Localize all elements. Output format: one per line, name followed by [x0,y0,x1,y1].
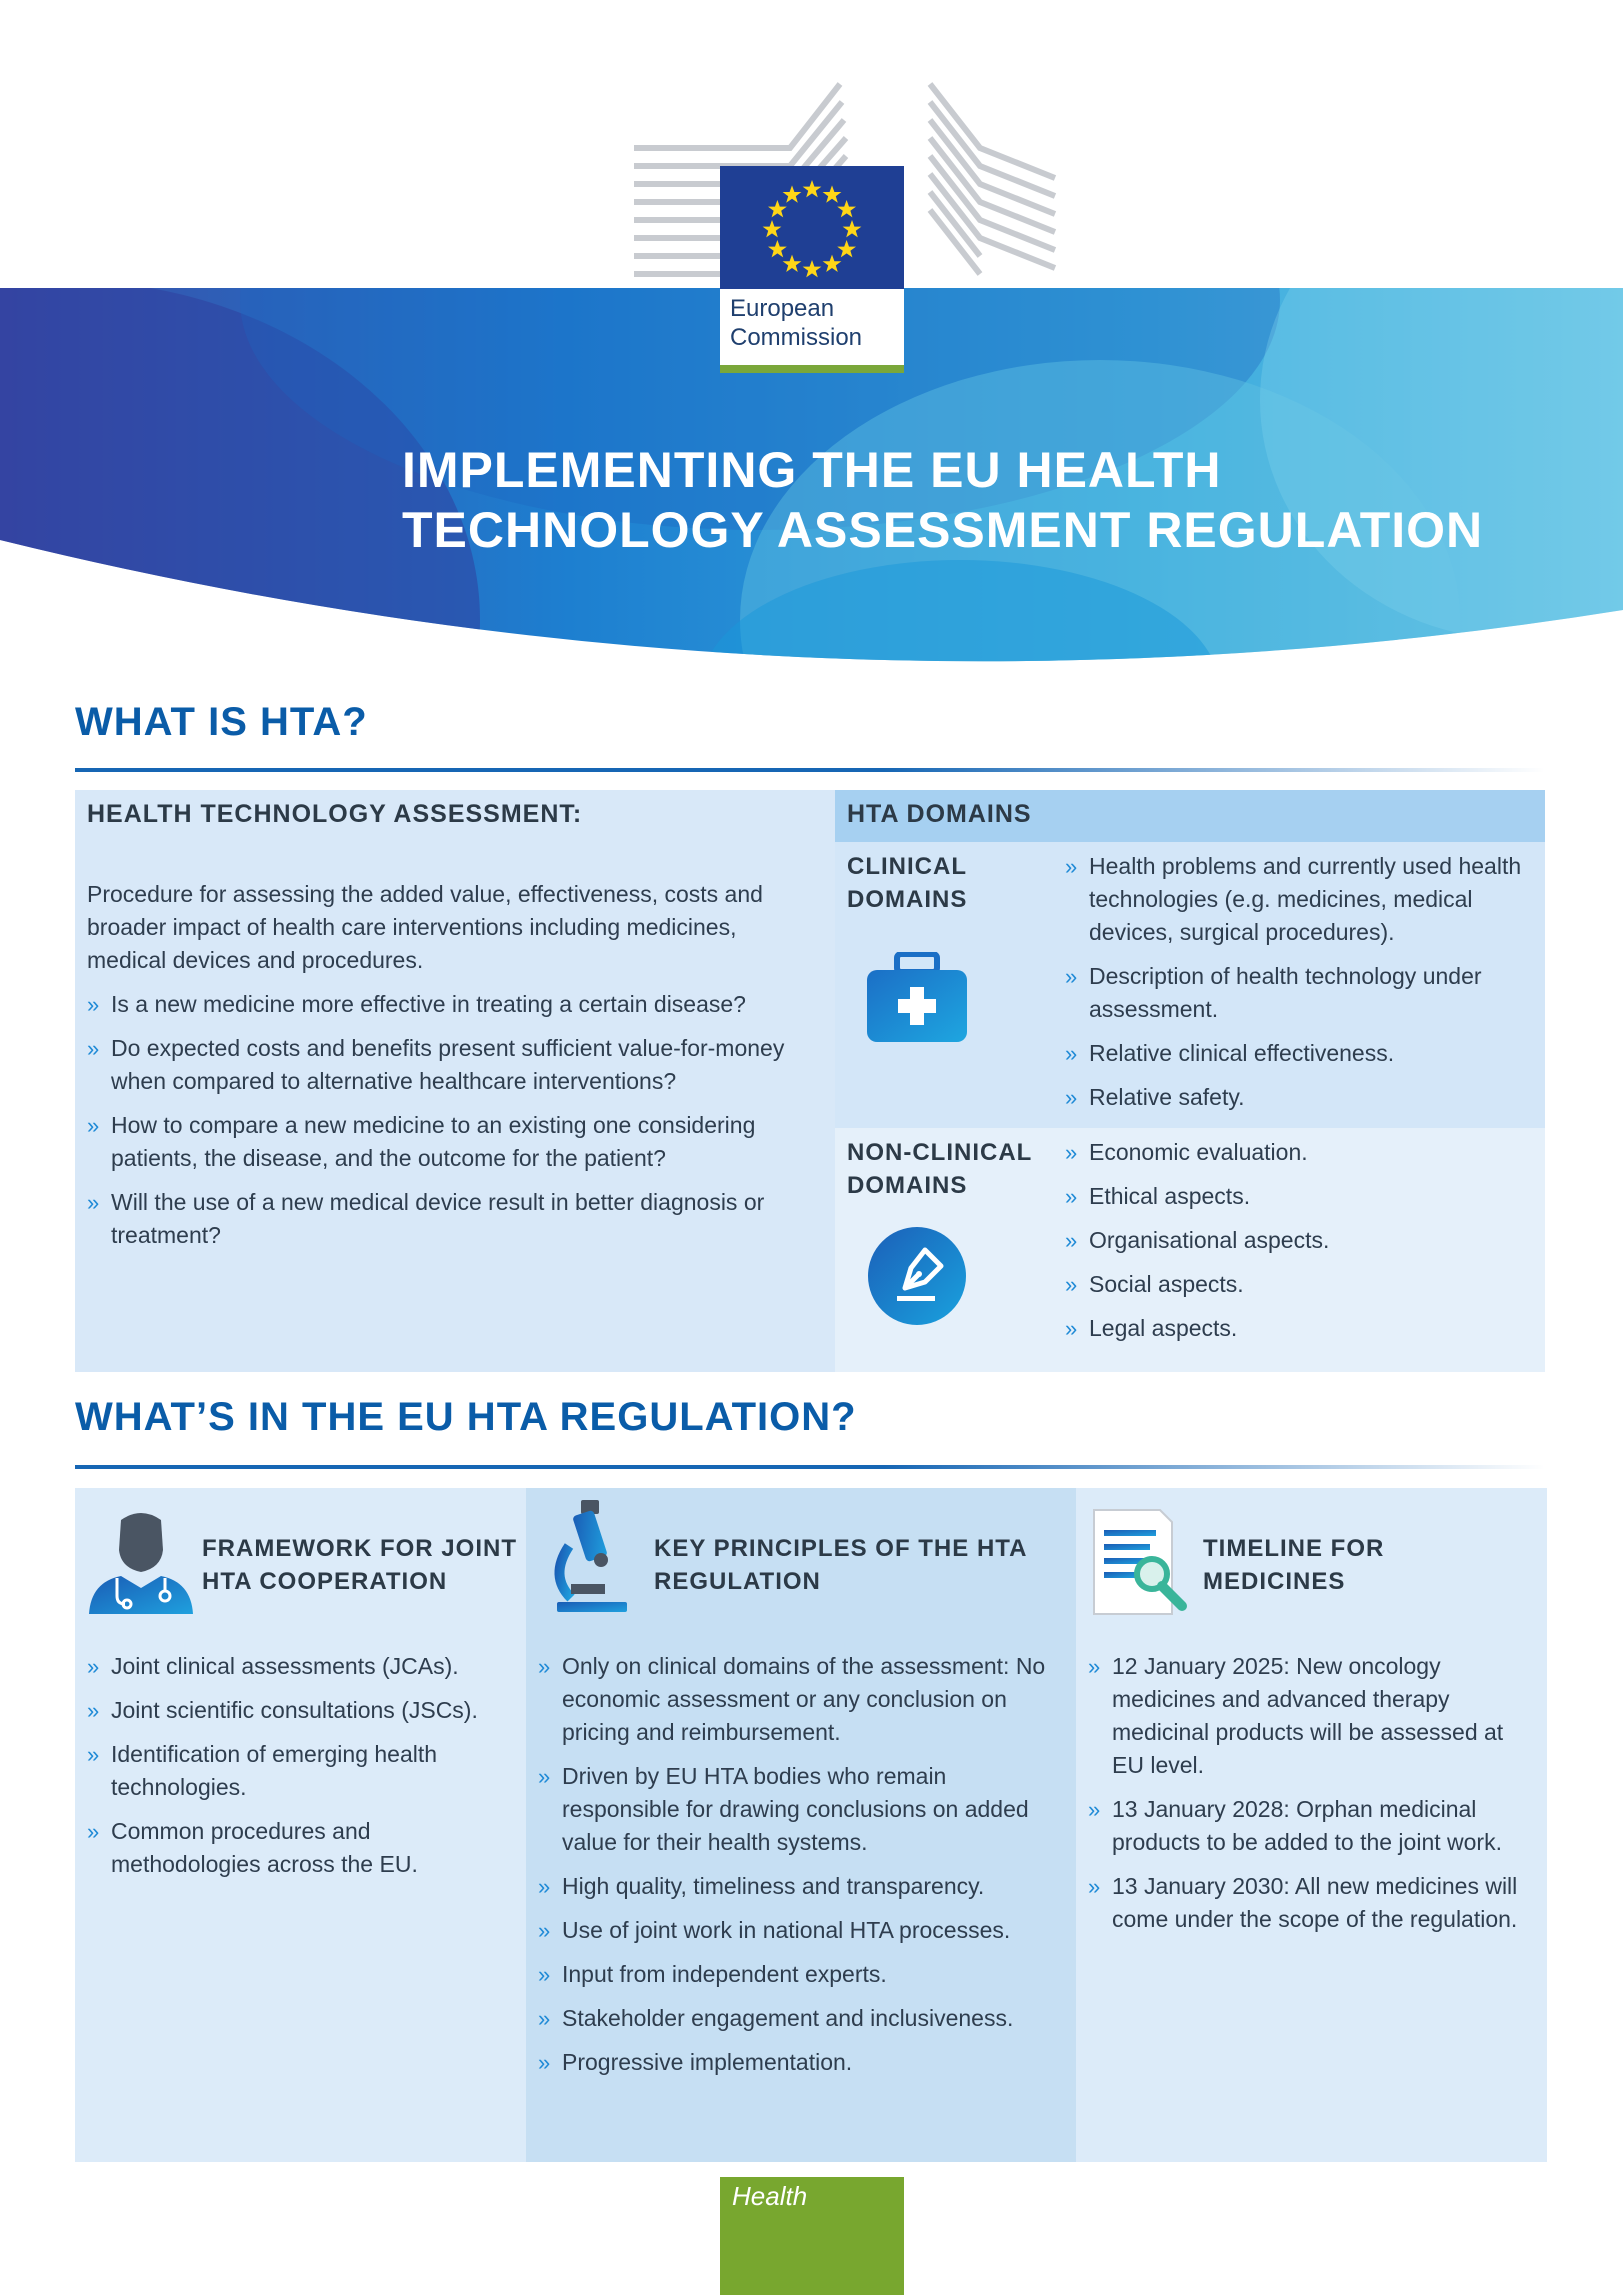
clinical-domains-panel [835,842,1545,1128]
hta-domains-header [835,790,1545,842]
list-item: » 12 January 2025: New oncology medicines and advanced therapy medicinal products will be assessed at EU level. [1088,1650,1533,1782]
document-search-icon [1090,1508,1190,1618]
medical-kit-icon [867,952,967,1044]
ec-wordmark [730,294,862,352]
key-principles-heading [654,1532,1064,1598]
page-title-line2: TECHNOLOGY ASSESSMENT REGULATION [402,502,1484,558]
ec-wordmark-line1: European [730,295,835,322]
list-item: » Identification of emerging health technologies. [87,1738,512,1804]
timeline-heading [1203,1532,1533,1598]
hta-domains-panel [835,790,1545,1372]
list-item: » Use of joint work in national HTA processes. [538,1914,1063,1947]
hta-domains-heading: HTA DOMAINS [847,800,1032,828]
doctor-icon [87,1510,195,1614]
list-item: » Organisational aspects. [1065,1224,1535,1257]
clinical-domains-list [1065,850,1535,1125]
ec-logo-bar [720,365,904,373]
footer-health-tab [720,2177,904,2295]
non-clinical-label-line1: NON-CLINICAL [847,1139,1033,1166]
timeline-heading-line2: MEDICINES [1203,1568,1346,1595]
key-principles-heading-line1: KEY PRINCIPLES OF THE HTA [654,1535,1028,1562]
clinical-domains-label [847,850,967,916]
eu-stars-icon [720,166,904,289]
list-item: » Health problems and currently used health technologies (e.g. medicines, medical devices, surgical procedures). [1065,850,1535,949]
clinical-label-line1: CLINICAL [847,853,967,880]
timeline-heading-line1: TIMELINE FOR [1203,1535,1385,1562]
non-clinical-domains-list [1065,1136,1535,1356]
hta-assessment-panel [75,790,835,1372]
hta-question-list [87,988,817,1263]
list-item: » Ethical aspects. [1065,1180,1535,1213]
section-divider [75,768,1545,772]
page-title [402,440,1502,560]
list-item: » Joint clinical assessments (JCAs). [87,1650,512,1683]
framework-heading-line1: FRAMEWORK FOR JOINT [202,1535,517,1562]
clinical-label-line2: DOMAINS [847,886,968,913]
hta-assessment-heading: HEALTH TECHNOLOGY ASSESSMENT: [87,800,583,828]
timeline-list [1088,1650,1533,1947]
list-item: » Do expected costs and benefits present sufficient value-for-money when compared to alternative healthcare interventions? [87,1032,817,1098]
list-item: » Economic evaluation. [1065,1136,1535,1169]
key-principles-heading-line2: REGULATION [654,1568,821,1595]
non-clinical-domains-label [847,1136,1032,1202]
non-clinical-domains-panel [835,1128,1545,1372]
list-item: » Joint scientific consultations (JSCs). [87,1694,512,1727]
list-item: » Driven by EU HTA bodies who remain responsible for drawing conclusions on added value for their health systems. [538,1760,1063,1859]
list-item: » 13 January 2030: All new medicines will come under the scope of the regulation. [1088,1870,1533,1936]
list-item: » Progressive implementation. [538,2046,1063,2079]
key-principles-column [526,1488,1076,2162]
timeline-column [1076,1488,1547,2162]
list-item: » 13 January 2028: Orphan medicinal products to be added to the joint work. [1088,1793,1533,1859]
list-item: » Stakeholder engagement and inclusiveness. [538,2002,1063,2035]
framework-heading-line2: HTA COOPERATION [202,1568,448,1595]
hta-intro-text: Procedure for assessing the added value, effectiveness, costs and broader impact of health care interventions including medicines, medical devices and procedures. [87,881,763,973]
footer-label: Health [732,2181,808,2211]
non-clinical-label-line2: DOMAINS [847,1172,968,1199]
list-item: » Common procedures and methodologies across the EU. [87,1815,512,1881]
page-title-line1: IMPLEMENTING THE EU HEALTH [402,442,1222,498]
building-right-graphic [930,84,1055,274]
list-item: » Legal aspects. [1065,1312,1535,1345]
list-item: » Description of health technology under assessment. [1065,960,1535,1026]
ec-wordmark-line2: Commission [730,324,863,351]
list-item: » Relative clinical effectiveness. [1065,1037,1535,1070]
list-item: » Will the use of a new medical device result in better diagnosis or treatment? [87,1186,817,1252]
list-item: » High quality, timeliness and transparency. [538,1870,1063,1903]
list-item: » Relative safety. [1065,1081,1535,1114]
section-heading-regulation: WHAT’S IN THE EU HTA REGULATION? [75,1395,857,1439]
list-item: » Is a new medicine more effective in treating a certain disease? [87,988,817,1021]
pen-nib-icon [867,1226,967,1326]
framework-list [87,1650,512,1892]
list-item: » Social aspects. [1065,1268,1535,1301]
list-item: » Input from independent experts. [538,1958,1063,1991]
key-principles-list [538,1650,1063,2090]
european-commission-logo [720,166,904,373]
framework-heading [202,1532,522,1598]
framework-column [75,1488,526,2162]
list-item: » Only on clinical domains of the assessment: No economic assessment or any conclusion on pricing and reimbursement. [538,1650,1063,1749]
microscope-icon [551,1498,631,1616]
list-item: » How to compare a new medicine to an existing one considering patients, the disease, and the outcome for the patient? [87,1109,817,1175]
eu-flag [720,166,904,289]
section-heading-what-is-hta: WHAT IS HTA? [75,700,368,744]
section-divider [75,1465,1545,1469]
